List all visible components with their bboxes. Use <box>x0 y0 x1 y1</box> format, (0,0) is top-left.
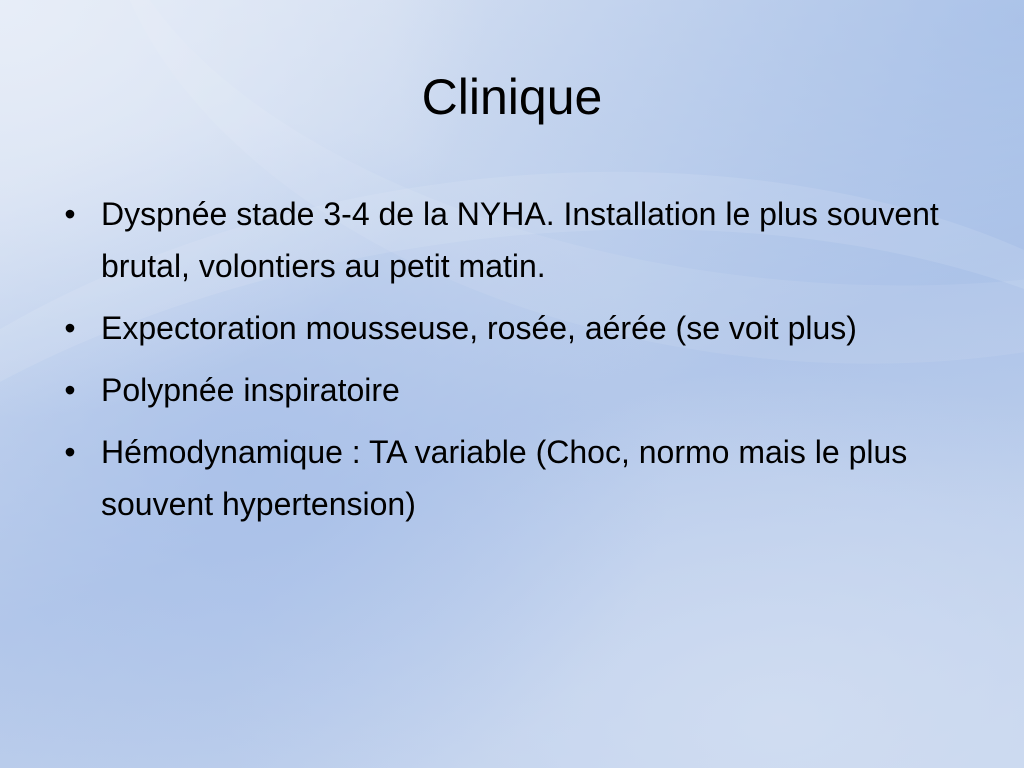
bullet-text: Expectoration mousseuse, rosée, aérée (se voit plus) <box>101 310 857 346</box>
bullet-item <box>60 188 960 292</box>
bullet-text: Hémodynamique : TA variable (Choc, normo mais le plus souvent hypertension) <box>101 434 908 522</box>
bullet-text: Dyspnée stade 3-4 de la NYHA. Installation le plus souvent brutal, volontiers au petit matin. <box>101 196 939 284</box>
bullet-item <box>60 364 960 416</box>
bullet-icon: • <box>64 310 76 346</box>
bullet-icon: • <box>64 196 76 232</box>
slide-title: Clinique <box>421 69 603 125</box>
bullet-list <box>60 188 960 540</box>
bullet-item <box>60 302 960 354</box>
bullet-item <box>60 426 960 530</box>
bullet-icon: • <box>64 372 76 408</box>
bullet-icon: • <box>64 434 76 470</box>
bullet-text: Polypnée inspiratoire <box>101 372 400 408</box>
